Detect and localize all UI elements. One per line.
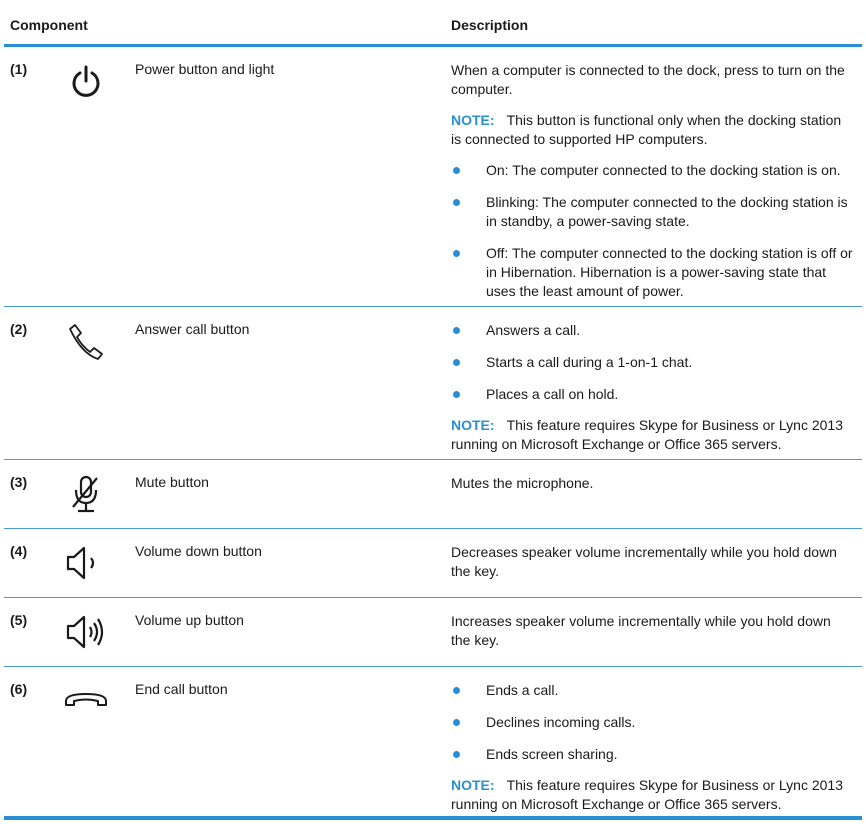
table-row [4, 667, 862, 820]
list-item: Declines incoming calls. [451, 713, 854, 732]
list-item: Places a call on hold. [451, 385, 854, 404]
description-text: Increases speaker volume incrementally while you hold down the key. [451, 613, 831, 648]
description [451, 529, 862, 589]
end-call-icon [62, 681, 110, 721]
row-number: (4) [10, 543, 28, 559]
description [451, 460, 862, 501]
volume-up-icon [62, 612, 110, 652]
bullet-list [451, 321, 854, 404]
row-number: (6) [10, 681, 28, 697]
volume-down-icon [62, 543, 110, 583]
description-text: Mutes the microphone. [451, 475, 594, 491]
bullet-list [451, 681, 854, 764]
row-number: (5) [10, 612, 28, 628]
note-text: This feature requires Skype for Business or Lync 2013 running on Microsoft Exchange or Office 365 servers. [451, 417, 843, 452]
component-table [4, 4, 862, 820]
table-row [4, 47, 862, 307]
list-item: Starts a call during a 1-on-1 chat. [451, 353, 854, 372]
note-label: NOTE: [451, 777, 495, 793]
row-number: (3) [10, 474, 28, 490]
table-header [4, 4, 862, 47]
note-label: NOTE: [451, 112, 495, 128]
note-label: NOTE: [451, 417, 495, 433]
note [451, 111, 854, 149]
list-item: Off: The computer connected to the docking station is off or in Hibernation. Hibernation is a power-saving state that uses the least amount of power. [451, 244, 854, 301]
table-row [4, 460, 862, 529]
mute-mic-icon [62, 474, 110, 514]
description [451, 667, 862, 822]
header-description: Description [451, 17, 529, 33]
list-item: On: The computer connected to the docking station is on. [451, 161, 854, 180]
component-name: End call button [135, 681, 228, 697]
bullet-list [451, 161, 854, 301]
list-item: Answers a call. [451, 321, 854, 340]
list-item: Blinking: The computer connected to the docking station is in standby, a power-saving state. [451, 193, 854, 231]
description-text: Decreases speaker volume incrementally while you hold down the key. [451, 544, 837, 579]
list-item: Ends screen sharing. [451, 745, 854, 764]
component-name: Volume up button [135, 612, 244, 628]
note-text: This feature requires Skype for Business or Lync 2013 running on Microsoft Exchange or Office 365 servers. [451, 777, 843, 812]
row-number: (1) [10, 61, 28, 77]
row-number: (2) [10, 321, 28, 337]
component-name: Volume down button [135, 543, 262, 559]
description [451, 47, 862, 309]
phone-answer-icon [62, 321, 110, 361]
power-icon [62, 61, 110, 101]
table-row [4, 529, 862, 598]
table-row [4, 598, 862, 667]
header-component: Component [10, 17, 88, 33]
note [451, 776, 854, 814]
note-text: This button is functional only when the docking station is connected to supported HP computers. [451, 112, 842, 147]
component-name: Mute button [135, 474, 209, 490]
component-name: Power button and light [135, 61, 275, 77]
table-row [4, 307, 862, 460]
component-name: Answer call button [135, 321, 250, 337]
description-text: When a computer is connected to the dock, press to turn on the computer. [451, 62, 845, 97]
note [451, 416, 854, 454]
description [451, 307, 862, 462]
list-item: Ends a call. [451, 681, 854, 700]
description [451, 598, 862, 658]
